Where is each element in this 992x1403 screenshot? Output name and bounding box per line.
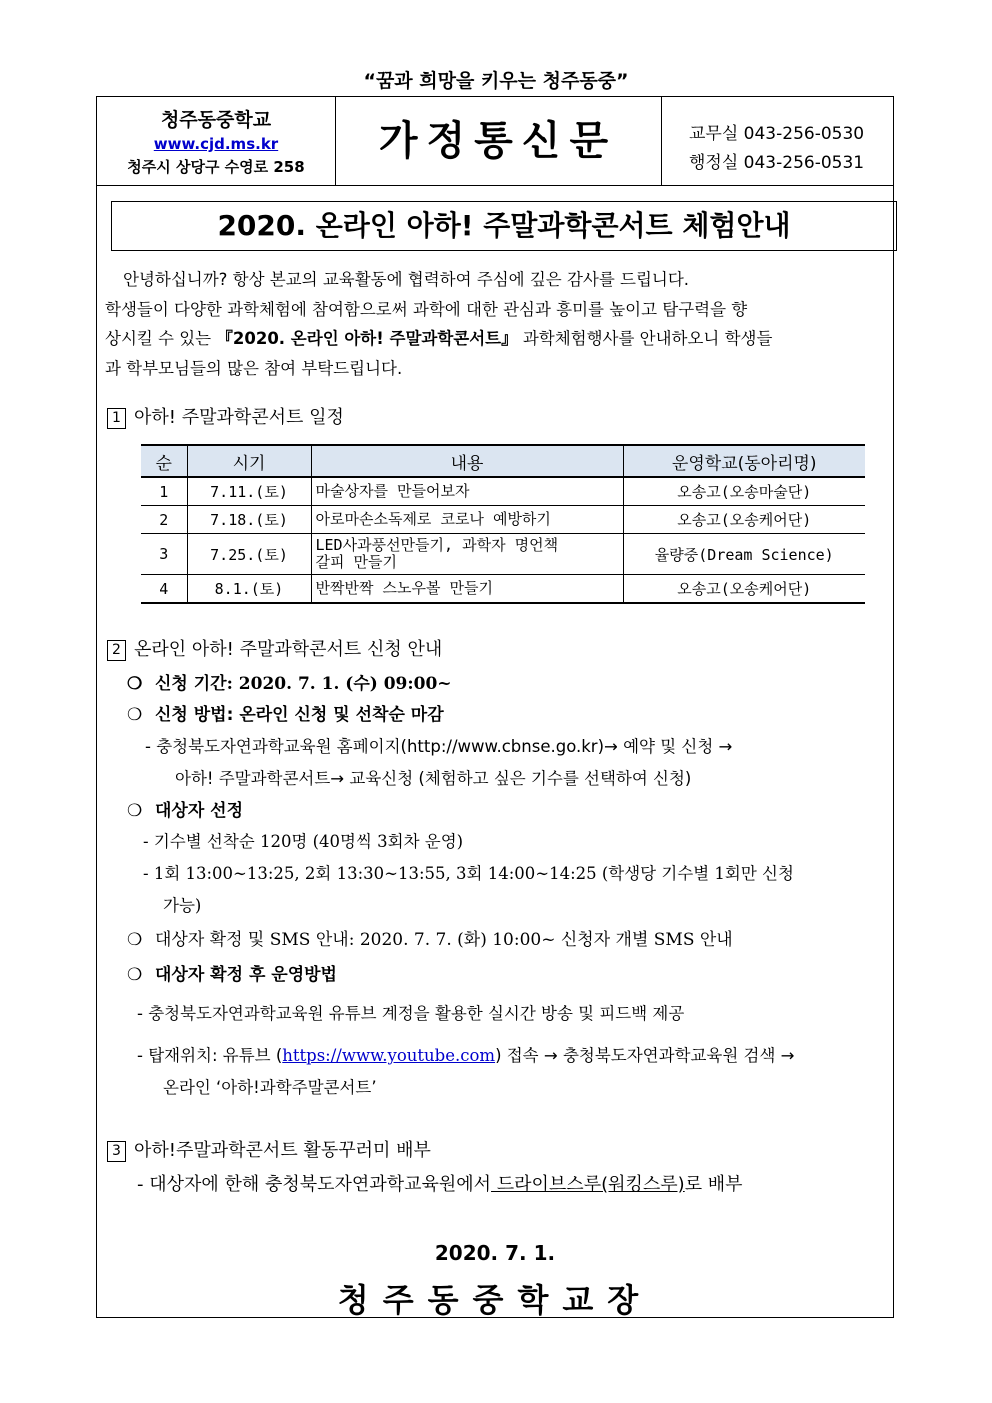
- circle-bullet-icon: ❍: [127, 930, 143, 950]
- table-row: [141, 534, 865, 575]
- section-3-heading: [107, 1136, 431, 1162]
- cell-school: 오송고(오송케어단): [623, 575, 865, 604]
- cell-content: [311, 534, 623, 575]
- phone-office: 교무실 043-256-0530: [689, 124, 865, 144]
- distribution-text: 로 배부: [684, 1174, 743, 1195]
- operation-detail-1: - 충청북도자연과학교육원 유튜브 계정을 활용한 실시간 방송 및 피드백 제공: [137, 1004, 685, 1023]
- cell-date: 8.1.(토): [187, 575, 311, 604]
- column-header: 순: [141, 445, 187, 477]
- table-row: [141, 477, 865, 506]
- circle-bullet-icon: ❍: [127, 674, 143, 694]
- cell-no: 2: [141, 506, 187, 534]
- confirm-notice: [127, 925, 733, 950]
- operation-text: - 탑재위치: 유튜브 (: [137, 1046, 283, 1065]
- operation-heading: [127, 960, 337, 985]
- youtube-link[interactable]: https://www.youtube.com: [282, 1046, 496, 1065]
- operation-detail-2: [137, 1042, 794, 1066]
- operation-detail-3: 온라인 ‘아하!과학주말콘서트’: [163, 1078, 377, 1097]
- table-header-row: [141, 445, 865, 477]
- method-detail-1: - 충청북도자연과학교육원 홈페이지(http://www.cbnse.go.kr)→ 예약 및 신청 →: [145, 737, 733, 756]
- school-website-link[interactable]: www.cjd.ms.kr: [153, 135, 279, 153]
- selection-text: 대상자 선정: [155, 801, 244, 821]
- operation-text: 대상자 확정 후 운영방법: [155, 965, 337, 985]
- cell-content: 아로마손소독제로 코로나 예방하기: [311, 506, 623, 534]
- header: [97, 97, 893, 186]
- phone-admin: 행정실 043-256-0531: [689, 153, 865, 173]
- cell-content: 마술상자를 만들어보자: [311, 477, 623, 506]
- selection-detail-3: 가능): [163, 896, 202, 915]
- method-detail-2: 아하! 주말과학콘서트→ 교육신청 (체험하고 싶은 기수를 선택하여 신청): [175, 769, 692, 788]
- intro-line: 과 학부모님들의 많은 참여 부탁드립니다.: [105, 358, 403, 378]
- cell-school: 오송고(오송케어단): [623, 506, 865, 534]
- circle-bullet-icon: ❍: [127, 801, 143, 821]
- principal-signature: 청주동중학교장: [337, 1281, 653, 1319]
- drive-through-text: 드라이브스루(워킹스루): [491, 1174, 685, 1195]
- section-3-detail: [137, 1170, 743, 1196]
- section-number: 2: [107, 640, 126, 661]
- section-title: 온라인 아하! 주말과학콘서트 신청 안내: [134, 639, 443, 660]
- section-2-heading: [107, 635, 442, 661]
- cell-date: 7.18.(토): [187, 506, 311, 534]
- section-number: 3: [107, 1141, 126, 1162]
- section-title: 아하!주말과학콘서트 활동꾸러미 배부: [134, 1140, 431, 1161]
- intro-line: [105, 324, 887, 354]
- section-title: 아하! 주말과학콘서트 일정: [134, 407, 344, 428]
- column-header: 운영학교(동아리명): [623, 445, 865, 477]
- cell-date: 7.11.(토): [187, 477, 311, 506]
- cell-no: 3: [141, 534, 187, 575]
- newsletter-frame: [96, 96, 894, 1318]
- selection-heading: [127, 796, 243, 821]
- cell-no: 4: [141, 575, 187, 604]
- schedule-table: [141, 444, 865, 604]
- table-row: [141, 575, 865, 604]
- selection-detail-2: - 1회 13:00∼13:25, 2회 13:30∼13:55, 3회 14:00∼14:25 (학생당 기수별 1회만 신청: [143, 864, 794, 883]
- school-name: 청주동중학교: [160, 109, 272, 131]
- application-period: [127, 669, 452, 694]
- intro-line: 안녕하십니까? 항상 본교의 교육활동에 협력하여 주심에 깊은 감사를 드립니다.: [123, 270, 690, 289]
- distribution-text: - 대상자에 한해 충청북도자연과학교육원에서: [137, 1174, 492, 1195]
- document-title: 2020. 온라인 아하! 주말과학콘서트 체험안내: [111, 201, 897, 251]
- confirm-text: 대상자 확정 및 SMS 안내: 2020. 7. 7. (화) 10:00~ 신청자 개별 SMS 안내: [155, 930, 733, 950]
- application-method: [127, 700, 444, 725]
- contact-info: [661, 97, 893, 185]
- issue-date: 2020. 7. 1.: [434, 1241, 556, 1265]
- cell-school: 율량중(Dream Science): [623, 534, 865, 575]
- operation-text: ) 접속 → 충청북도자연과학교육원 검색 →: [495, 1046, 795, 1065]
- cell-school: 오송고(오송마술단): [623, 477, 865, 506]
- school-info: [97, 97, 336, 185]
- table-row: [141, 506, 865, 534]
- cell-content-line: 갈피 만들기: [315, 553, 397, 571]
- intro-text: 상시킬 수 있는: [105, 329, 217, 348]
- section-1-heading: [107, 403, 344, 429]
- newsletter-title: 가정통신문: [335, 97, 662, 185]
- school-address: 청주시 상당구 수영로 258: [127, 158, 305, 176]
- cell-content-line: LED사과풍선만들기, 과학자 명언책: [315, 536, 559, 554]
- circle-bullet-icon: ❍: [127, 965, 143, 985]
- circle-bullet-icon: ❍: [127, 705, 143, 725]
- section-number: 1: [107, 408, 126, 429]
- cell-content: 반짝반짝 스노우볼 만들기: [311, 575, 623, 604]
- column-header: 내용: [311, 445, 623, 477]
- selection-detail-1: - 기수별 선착순 120명 (40명씩 3회차 운영): [143, 832, 464, 851]
- method-text: 신청 방법: 온라인 신청 및 선착순 마감: [155, 705, 444, 725]
- intro-paragraph: [105, 265, 887, 383]
- event-name: 『2020. 온라인 아하! 주말과학콘서트』: [216, 329, 518, 348]
- cell-date: 7.25.(토): [187, 534, 311, 575]
- period-text: 신청 기간: 2020. 7. 1. (수) 09:00~: [155, 674, 452, 694]
- intro-text: 과학체험행사를 안내하오니 학생들: [517, 329, 773, 348]
- column-header: 시기: [187, 445, 311, 477]
- cell-no: 1: [141, 477, 187, 506]
- intro-line: 학생들이 다양한 과학체험에 참여함으로써 과학에 대한 관심과 흥미를 높이고 탐구력을 향: [105, 299, 748, 319]
- school-motto: “꿈과 희망을 키우는 청주동중”: [363, 70, 629, 92]
